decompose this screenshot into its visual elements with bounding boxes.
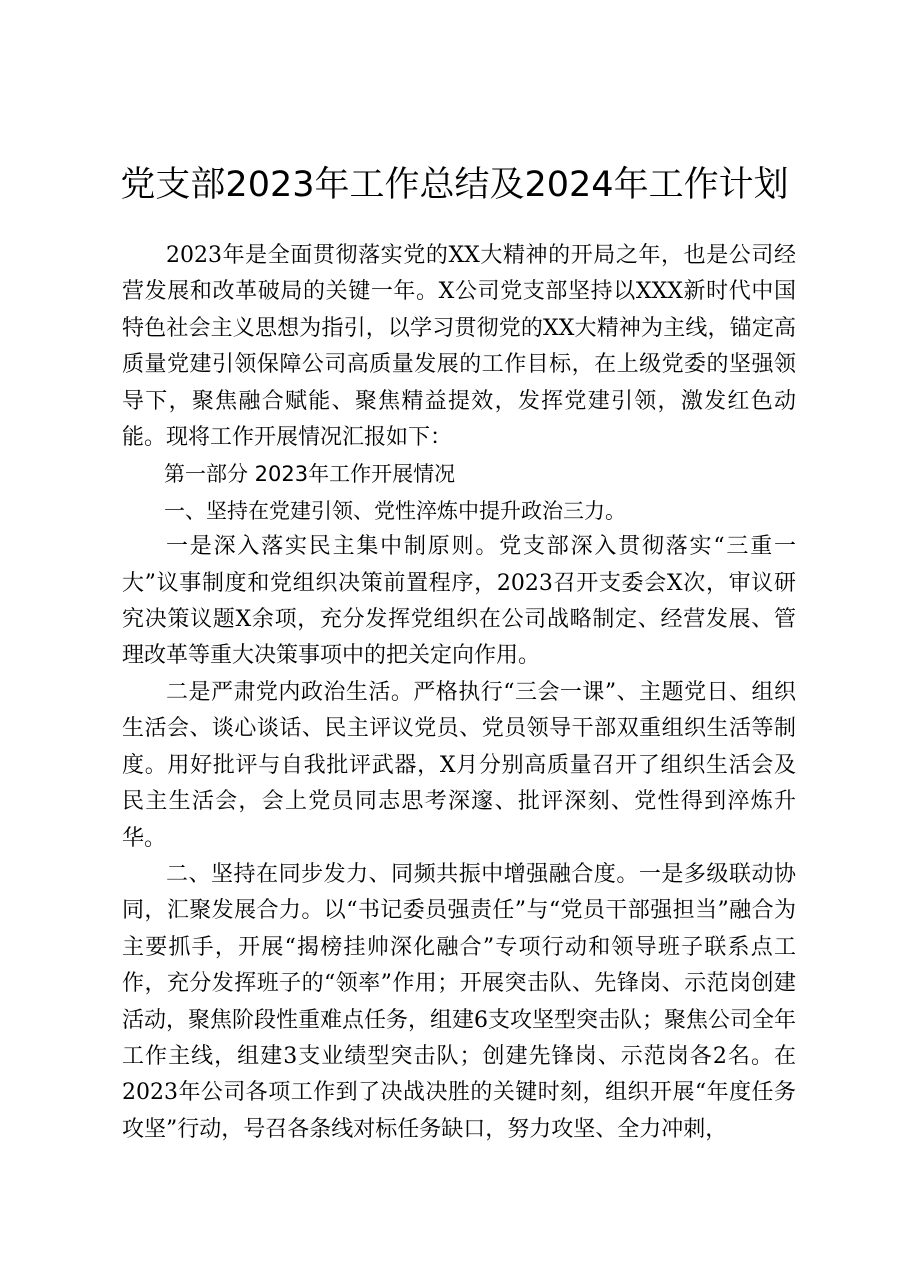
document-body <box>122 238 796 1148</box>
paragraph-section-two: 二、坚持在同步发力、同频共振中增强融合度。一是多级联动协同，汇聚发展合力。以“书记委员强责任”与“党员干部强担当”融合为主要抓手，开展“揭榜挂帅深化融合”专项行动和领导班子联系点工作，充分发挥班子的“领率”作用；开展突击队、先锋岗、示范岗创建活动，聚焦阶段性重难点任务，组建6支攻坚型突击队；聚焦公司全年工作主线，组建3支业绩型突击队；创建先锋岗、示范岗各2名。在2023年公司各项工作到了决战决胜的关键时刻，组织开展“年度任务攻坚”行动，号召各条线对标任务缺口，努力攻坚、全力冲刺， <box>122 861 796 1142</box>
intro-paragraph: 2023年是全面贯彻落实党的XX大精神的开局之年，也是公司经营发展和改革破局的关键一年。X公司党支部坚持以XXX新时代中国特色社会主义思想为指引，以学习贯彻党的XX大精神为主线，锚定高质量党建引领保障公司高质量发展的工作目标，在上级党委的坚强领导下，聚焦融合赋能、聚焦精益提效，发挥党建引领，激发红色动能。现将工作开展情况汇报如下： <box>122 243 796 451</box>
section-heading-part-one: 第一部分 2023年工作开展情况 <box>164 462 456 487</box>
paragraph-political-life: 二是严肃党内政治生活。严格执行“三会一课”、主题党日、组织生活会、谈心谈话、民主评议党员、党员领导干部双重组织生活等制度。用好批评与自我批评武器，X月分别高质量召开了组织生活会及民主生活会，会上党员同志思考深邃、批评深刻、党性得到淬炼升华。 <box>122 679 796 851</box>
document-title: 党支部2023年工作总结及2024年工作计划 <box>120 165 789 205</box>
subsection-heading-one: 一、坚持在党建引领、党性淬炼中提升政治三力。 <box>164 498 626 523</box>
paragraph-democratic-centralism: 一是深入落实民主集中制原则。党支部深入贯彻落实“三重一大”议事制度和党组织决策前置程序，2023召开支委会X次，审议研究决策议题X余项，充分发挥党组织在公司战略制定、经营发展、管理改革等重大决策事项中的把关定向作用。 <box>122 534 796 669</box>
